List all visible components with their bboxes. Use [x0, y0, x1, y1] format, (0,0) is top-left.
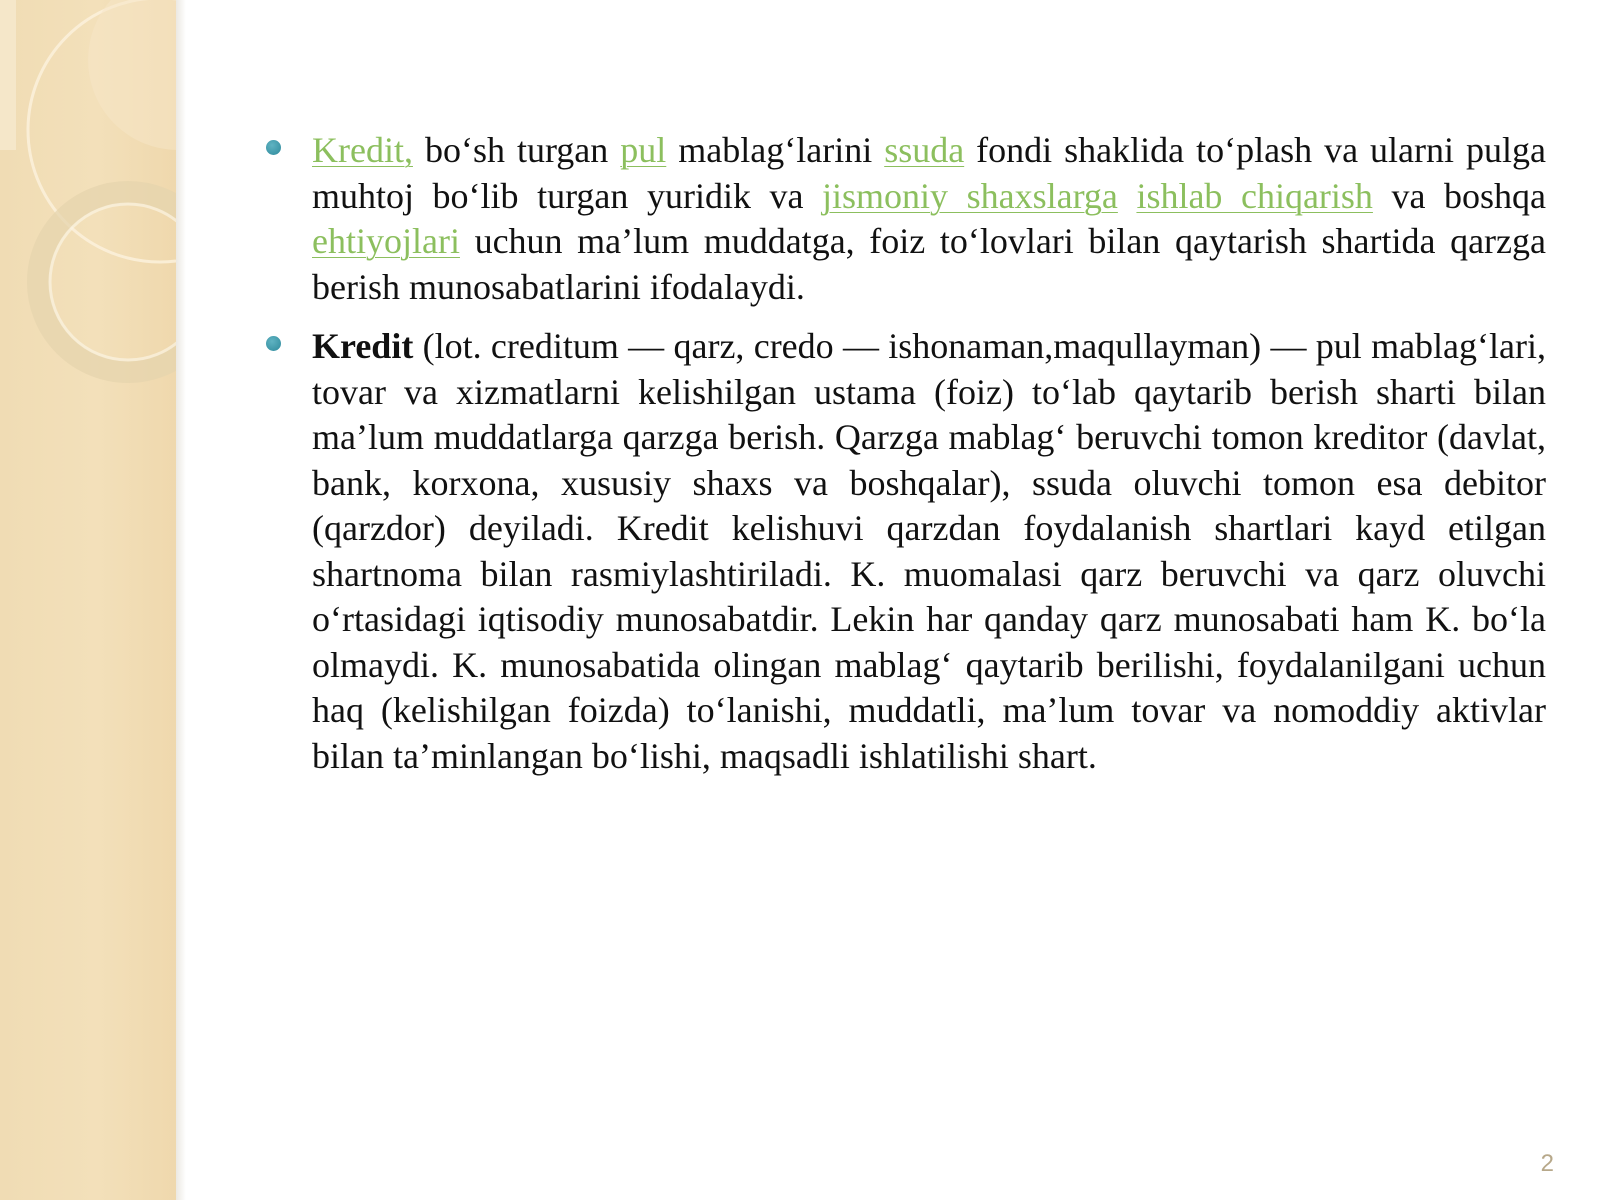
text-segment: mablag‘larini	[666, 130, 885, 170]
link-ssuda[interactable]: ssuda	[884, 130, 965, 170]
decorative-circles-graphic	[0, 0, 176, 420]
bullet-kredit-definition	[262, 128, 1546, 310]
bullet-kredit-etymology	[262, 324, 1546, 779]
page-number: 2	[1540, 1150, 1554, 1177]
link-ishlab-chiqarish[interactable]: ishlab chiqarish	[1136, 175, 1373, 216]
text-segment: (lot. creditum — qarz, credo — ishonaman,maqullayman) — pul mablag‘lari, tovar va xizmatlarni kelishilgan ustama (foiz) to‘lab qaytarib berish sharti bilan ma’lum muddatlarga qarzga berish. Qarzga mablag‘ beruvchi tomon kreditor (davlat, bank, korxona, xususiy shaxs va boshqalar), ssuda oluvchi tomon esa debitor (qarzdor) deyiladi. Kredit kelishuvi qarzdan foydalanish shartlari kayd etilgan shartnoma bilan rasmiylashtiriladi. K. muomalasi qarz beruvchi va qarz oluvchi o‘rtasidagi iqtisodiy munosabatdir. Lekin har qanday qarz munosabati ham K. bo‘la olmaydi. K. munosabatida olingan mablag‘ qaytarib berilishi, foydalanilgani uchun haq (kelishilgan foizda) to‘lanishi, muddatli, ma’lum tovar va nomoddiy aktivlar bilan ta’minlangan bo‘lishi, maqsadli ishlatilishi shart.	[312, 326, 1546, 776]
link-pul[interactable]: pul	[620, 130, 667, 170]
decorative-sidebar	[0, 0, 176, 1200]
bullet-dot-icon	[266, 336, 281, 351]
link-kredit[interactable]: Kredit,	[312, 130, 413, 170]
text-segment: uchun ma’lum muddatga, foiz to‘lovlari bilan qaytarish shartida qarzga berish munosabatlarini ifodalaydi.	[312, 221, 1546, 307]
link-jismoniy-shaxslarga[interactable]: jismoniy shaxslarga	[822, 175, 1118, 216]
text-segment: fondi shaklida to‘plash va ularni pulga muhtoj bo‘lib turgan yuridik va	[312, 130, 1546, 216]
link-ehtiyojlari[interactable]: ehtiyojlari	[312, 221, 460, 261]
bullet-dot-icon	[266, 140, 281, 155]
text-segment	[1118, 176, 1137, 216]
slide-content	[262, 128, 1546, 793]
sidebar-shadow	[176, 0, 186, 1200]
text-segment: va boshqa	[1372, 175, 1546, 216]
term-kredit: Kredit	[312, 326, 414, 366]
text-segment: bo‘sh turgan	[412, 130, 621, 170]
